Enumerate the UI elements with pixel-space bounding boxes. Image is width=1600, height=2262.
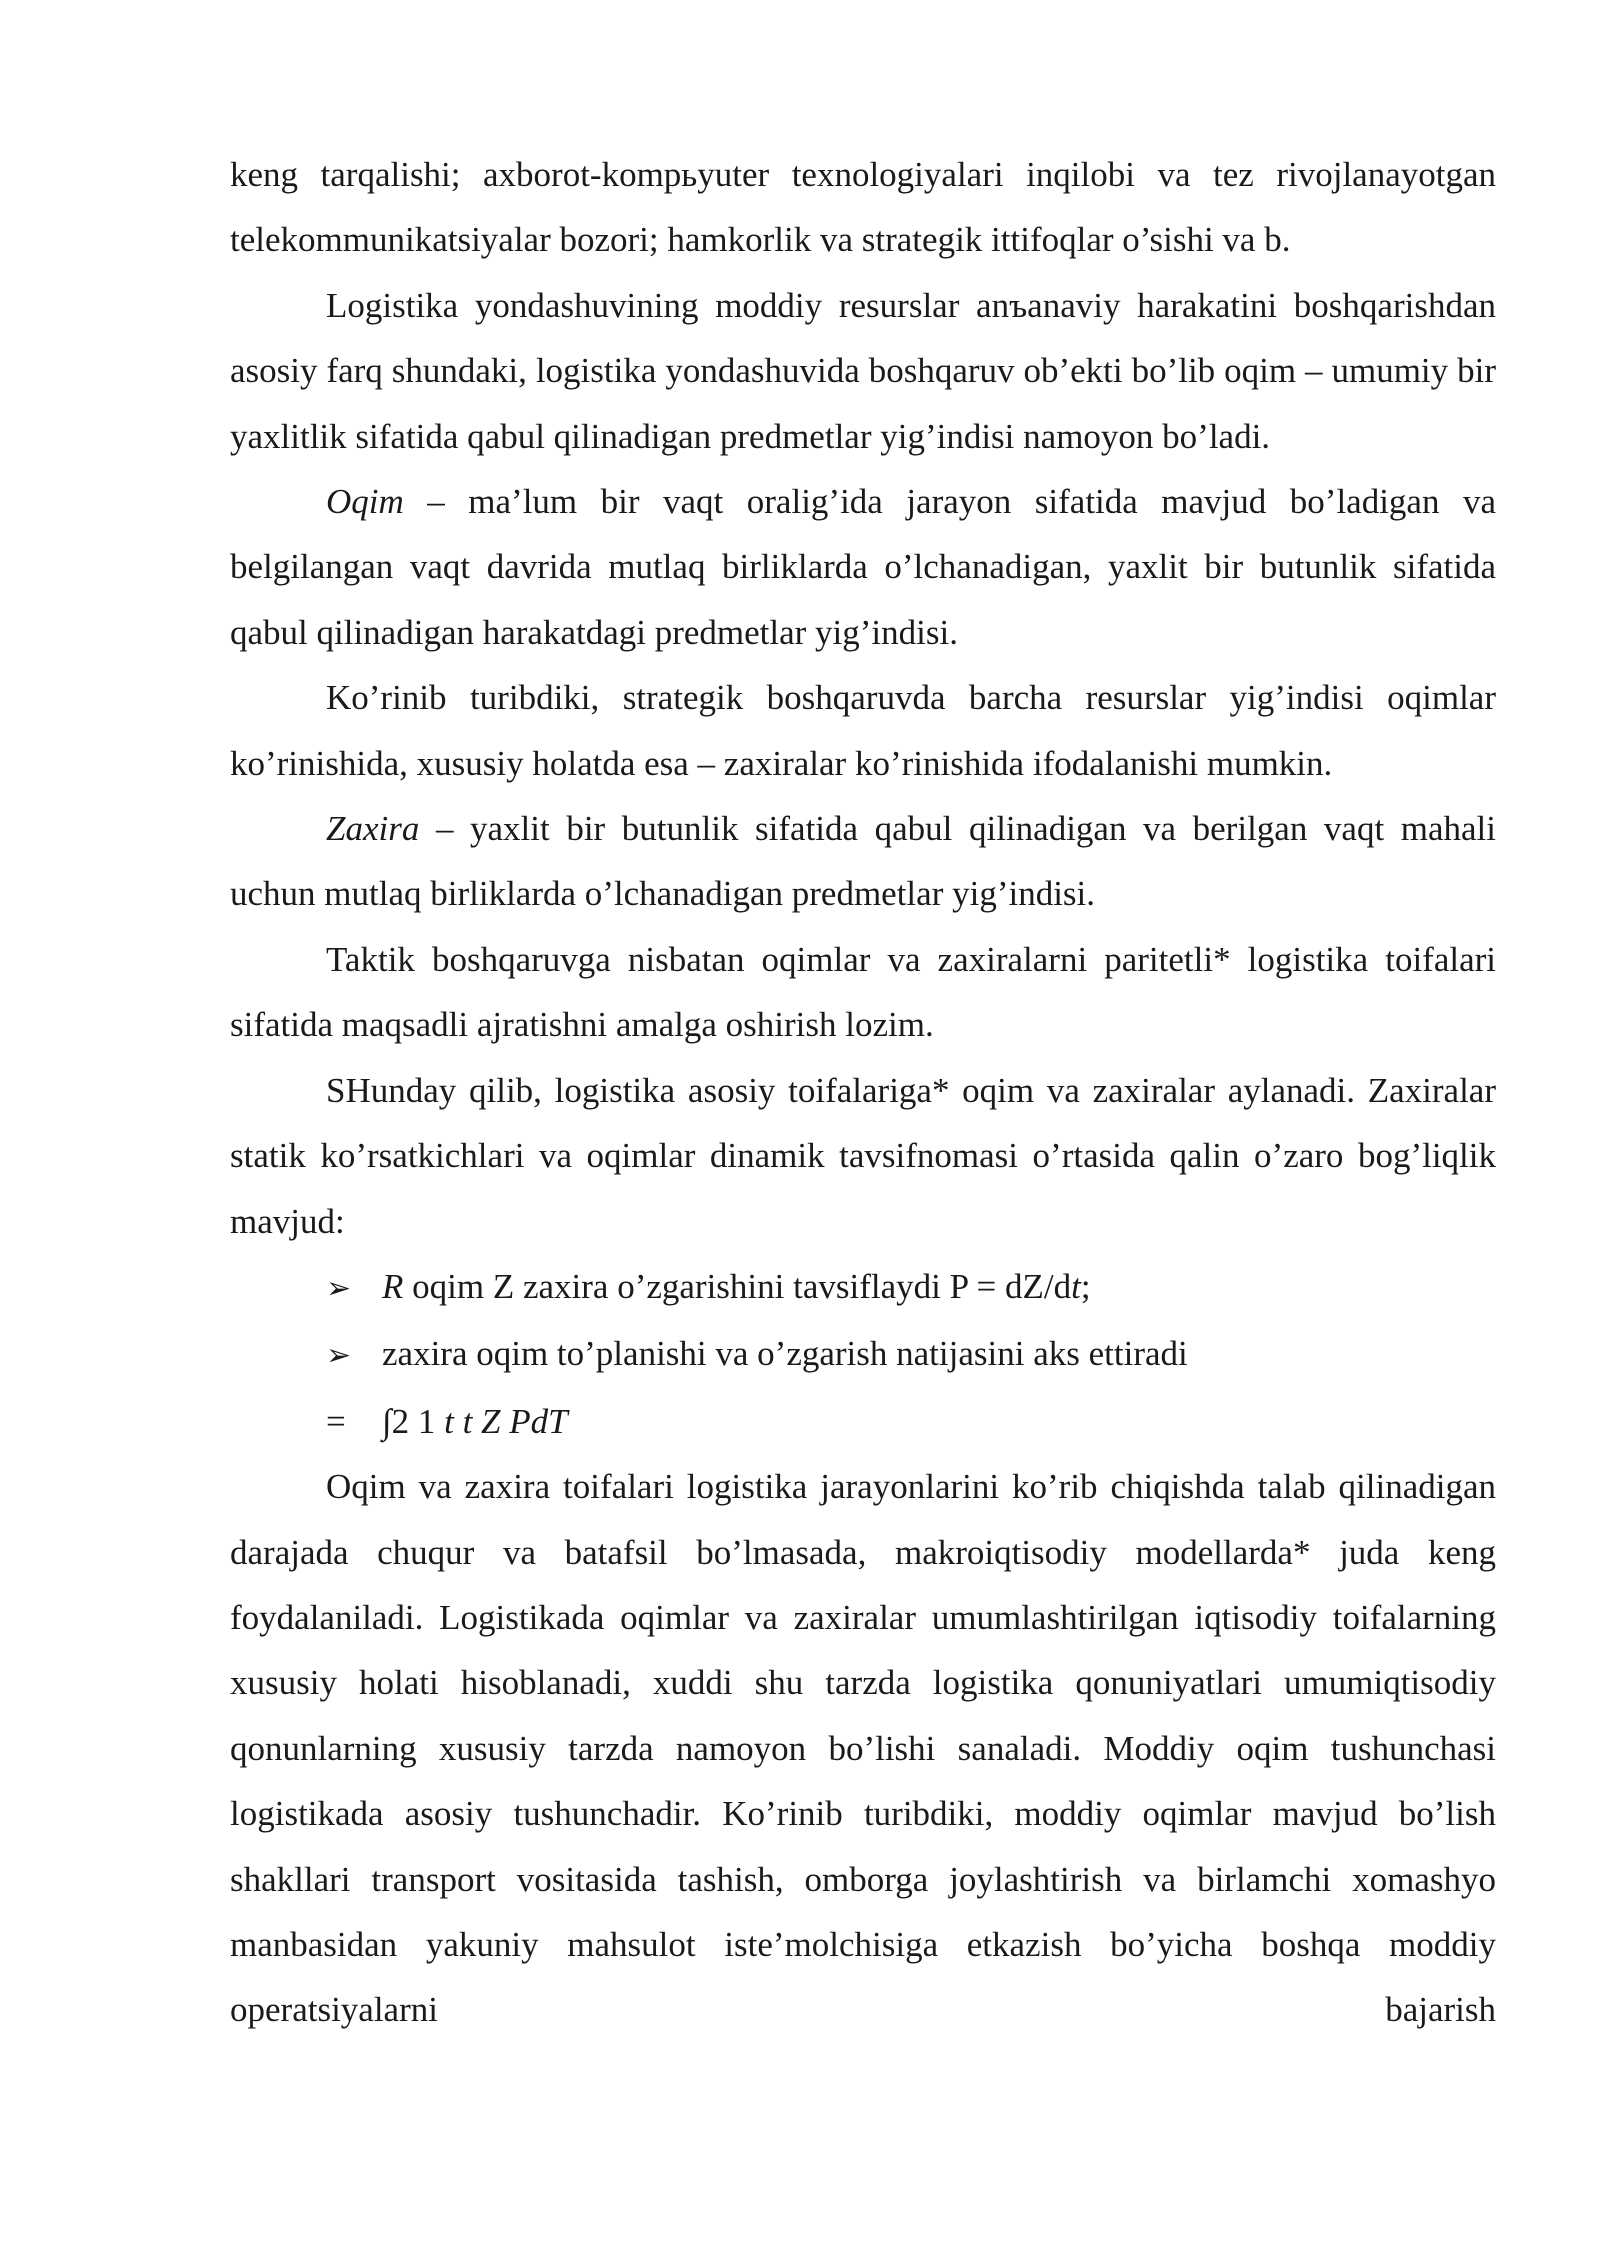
flow-definition-text: – ma’lum bir vaqt oralig’ida jarayon sifatida mavjud bo’ladigan va belgilangan vaqt davrida mutlaq birliklarda o’lchanadigan, yaxlit bir butunlik sifatida qabul qilinadigan harakatdagi predmetlar yig’indisi. <box>230 482 1496 652</box>
equals-sign: = <box>326 1401 346 1441</box>
paragraph-strategic-management: Ko’rinib turibdiki, strategik boshqaruvda barcha resurslar yig’indisi oqimlar ko’rinishida, xususiy holatda esa – zaxiralar ko’rinishida ifodalanishi mumkin. <box>230 678 1496 783</box>
formula-expression: ∫2 1 t t Z PdT <box>382 1401 568 1441</box>
document-page <box>230 142 1496 2043</box>
list-item <box>230 1321 1496 1388</box>
paragraph-categories: SHunday qilib, logistika asosiy toifalariga* oqim va zaxiralar aylanadi. Zaxiralar statik ko’rsatkichlari va oqimlar dinamik tavsifnomasi o’rtasida qalin o’zaro bog’liqlik mavjud: <box>230 1070 1496 1241</box>
variable-r: R <box>382 1266 404 1306</box>
paragraph-flow-definition <box>230 469 1496 665</box>
paragraph-macroeconomic: Oqim va zaxira toifalari logistika jarayonlarini ko’rib chiqishda talab qilinadigan darajada chuqur va batafsil bo’lmasada, makroiqtisodiy modellarda* juda keng foydalaniladi. Logistikada oqimlar va zaxiralar umumlashtirilgan iqtisodiy toifalarning xususiy holati hisoblanadi, xuddi shu tarzda logistika qonuniyatlari umumiqtisodiy qonunlarning xususiy tarzda namoyon bo’lishi sanaladi. Moddiy oqim tushunchasi logistikada asosiy tushunchadir. Ko’rinib turibdiki, moddiy oqimlar mavjud bo’lish shakllari transport vositasida tashish, omborga joylashtirish va birlamchi xomashyo manbasidan yakuniy mahsulot iste’molchisiga etkazish bo’yicha boshqa moddiy operatsiyalarni bajarish <box>230 1467 1496 2030</box>
arrow-bullet-icon: ➢ <box>326 1270 352 1306</box>
variable-t: t <box>1071 1266 1081 1306</box>
bullet-text-stock: zaxira oqim to’planishi va o’zgarish natijasini aks ettiradi <box>382 1334 1188 1374</box>
bullet-text-flow: R oqim Z zaxira o’zgarishini tavsiflaydi P = dZ/dt; <box>382 1266 1091 1306</box>
integral-formula <box>230 1389 1496 1454</box>
paragraph-logistics-approach: Logistika yondashuvining moddiy resurslar anъanaviy harakatini boshqarishdan asosiy farq shundaki, logistika yondashuvida boshqaruv ob’ekti bo’lib oqim – umumiy bir yaxlitlik sifatida qabul qilinadigan predmetlar yig’indisi namoyon bo’ladi. <box>230 285 1496 456</box>
term-zaxira: Zaxira <box>326 809 420 849</box>
list-item <box>230 1254 1496 1321</box>
paragraph-continuation: keng tarqalishi; axborot-kompьyuter texnologiyalari inqilobi va tez rivojlanayotgan telekommunikatsiyalar bozori; hamkorlik va strategik ittifoqlar o’sishi va b. <box>230 155 1496 260</box>
term-oqim: Oqim <box>326 482 404 522</box>
paragraph-stock-definition <box>230 796 1496 927</box>
stock-definition-text: – yaxlit bir butunlik sifatida qabul qilinadigan va berilgan vaqt mahali uchun mutlaq birliklarda o’lchanadigan predmetlar yig’indisi. <box>230 809 1496 914</box>
arrow-bullet-icon: ➢ <box>326 1338 352 1374</box>
paragraph-tactical-management: Taktik boshqaruvga nisbatan oqimlar va zaxiralarni paritetli* logistika toifalari sifatida maqsadli ajratishni amalga oshirish lozim. <box>230 939 1496 1045</box>
